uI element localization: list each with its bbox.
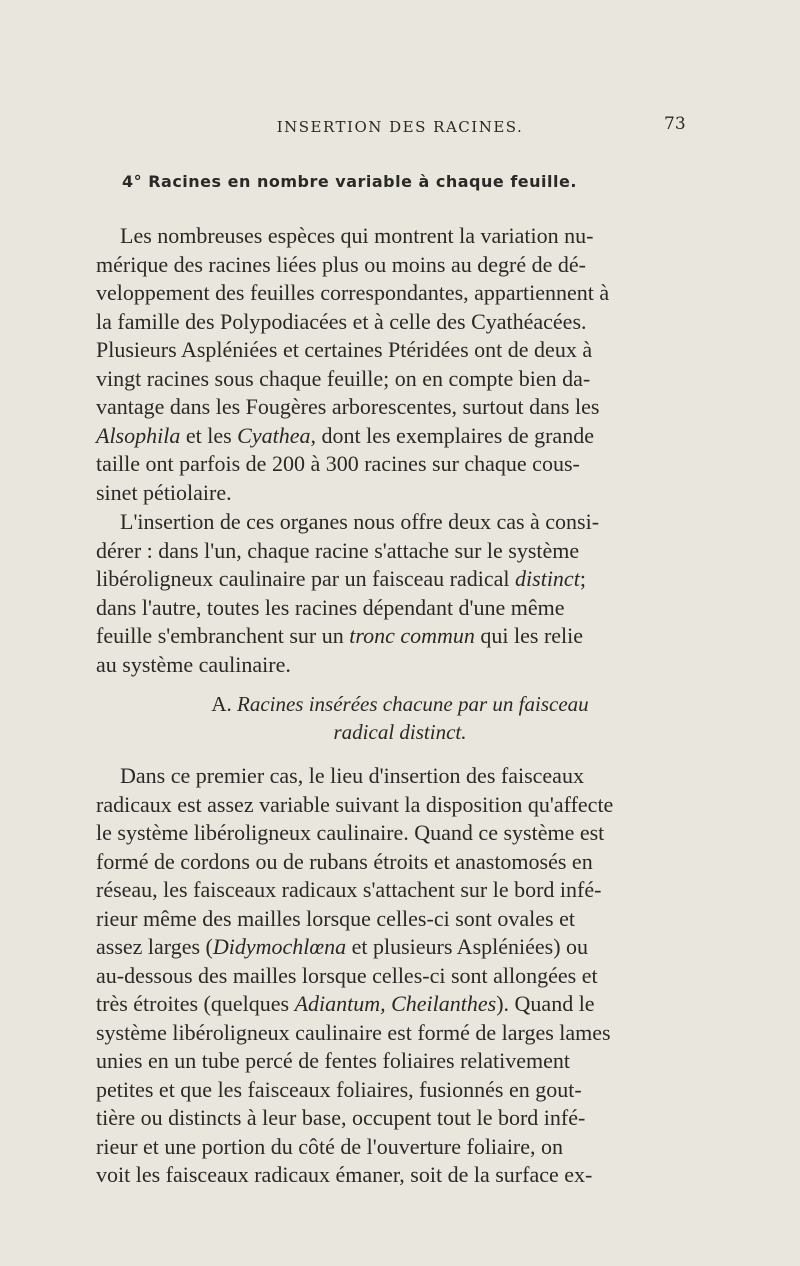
text-line: rieur même des mailles lorsque celles-ci sont ovales et [96, 905, 575, 931]
text-fragment: très étroites (quelques [96, 991, 295, 1016]
paragraph-1 [96, 222, 690, 507]
text-line: dérer : dans l'un, chaque racine s'attache sur le système [96, 537, 580, 563]
text-line: veloppement des feuilles correspondantes, appartiennent à [96, 280, 610, 305]
section-title: 4° Racines en nombre variable à chaque feuille. [122, 172, 577, 191]
genus-name: Didymochlœna [212, 934, 347, 959]
text-line: Dans ce premier cas, le lieu d'insertion des faisceaux [120, 763, 584, 788]
genus-name: Cyathea [237, 422, 311, 448]
text-fragment: libéroligneux caulinaire par un faisceau radical [96, 566, 516, 591]
text-line: voit les faisceaux radicaux émaner, soit de la surface ex- [96, 1162, 593, 1187]
text-line: dans l'autre, toutes les racines dépendant d'une même [96, 594, 565, 620]
text-line: petites et que les faisceaux foliaires, fusionnés en gout- [96, 1076, 582, 1102]
text-fragment: feuille s'embranchent sur un [96, 623, 350, 648]
text-line: formé de cordons ou de rubans étroits et anastomosés en [96, 848, 593, 874]
text-line: réseau, les faisceaux radicaux s'attachent sur le bord infé- [96, 877, 602, 902]
text-fragment: ). Quand le [496, 991, 595, 1016]
text-line: système libéroligneux caulinaire est formé de larges lames [96, 1019, 611, 1045]
text-line: au système caulinaire. [96, 651, 291, 677]
text-line: sinet pétiolaire. [96, 479, 232, 505]
page-number: 73 [664, 114, 686, 134]
text-fragment: et plusieurs Aspléniées) ou [346, 934, 589, 959]
text-fragment: qui les relie [474, 623, 584, 648]
text-line: vantage dans les Fougères arborescentes, surtout dans les [96, 394, 600, 419]
text-fragment: ; [579, 566, 586, 591]
text-line: rieur et une portion du côté de l'ouverture foliaire, on [96, 1133, 564, 1159]
text-line: radicaux est assez variable suivant la disposition qu'affecte [96, 791, 614, 817]
subheading-label: A. [211, 692, 232, 716]
text-line: Plusieurs Aspléniées et certaines Ptéridées ont de deux à [96, 337, 593, 362]
subheading-text: Racines insérées chacune par un faisceau [237, 692, 589, 716]
text-line: unies en un tube percé de fentes foliaires relativement [96, 1048, 571, 1073]
text-fragment: , dont les exemplaires de grande [310, 422, 594, 448]
text-line: tière ou distincts à leur base, occupent tout le bord infé- [96, 1105, 586, 1130]
paragraph-3 [96, 762, 690, 1190]
text-line [96, 933, 690, 962]
genus-name: Adiantum, Cheilanthes [294, 991, 497, 1016]
text-line: L'insertion de ces organes nous offre deux cas à consi- [120, 509, 600, 534]
text-line: taille ont parfois de 200 à 300 racines sur chaque cous- [96, 451, 580, 476]
running-title: INSERTION DES RACINES. [276, 118, 524, 136]
text-line: le système libéroligneux caulinaire. Quand ce système est [96, 820, 605, 845]
emphasis: distinct [515, 566, 580, 591]
subheading-line: radical distinct. [333, 720, 467, 744]
text-fragment: et les [180, 422, 238, 448]
text-line [96, 622, 690, 651]
text-line [96, 422, 690, 451]
text-fragment: assez larges ( [96, 934, 213, 959]
genus-name: Alsophila [96, 422, 181, 448]
text-line: vingt racines sous chaque feuille; on en compte bien da- [96, 365, 591, 391]
emphasis: tronc commun [349, 623, 475, 648]
text-line: au-dessous des mailles lorsque celles-ci sont allongées et [96, 962, 598, 988]
text-line: la famille des Polypodiacées et à celle des Cyathéacées. [96, 308, 587, 334]
text-line [96, 565, 690, 594]
subheading [120, 690, 680, 746]
paragraph-2 [96, 508, 690, 679]
text-line: Les nombreuses espèces qui montrent la variation nu- [120, 223, 594, 248]
text-line [96, 990, 690, 1019]
subheading-line [120, 690, 680, 718]
text-line: mérique des racines liées plus ou moins au degré de dé- [96, 251, 586, 277]
